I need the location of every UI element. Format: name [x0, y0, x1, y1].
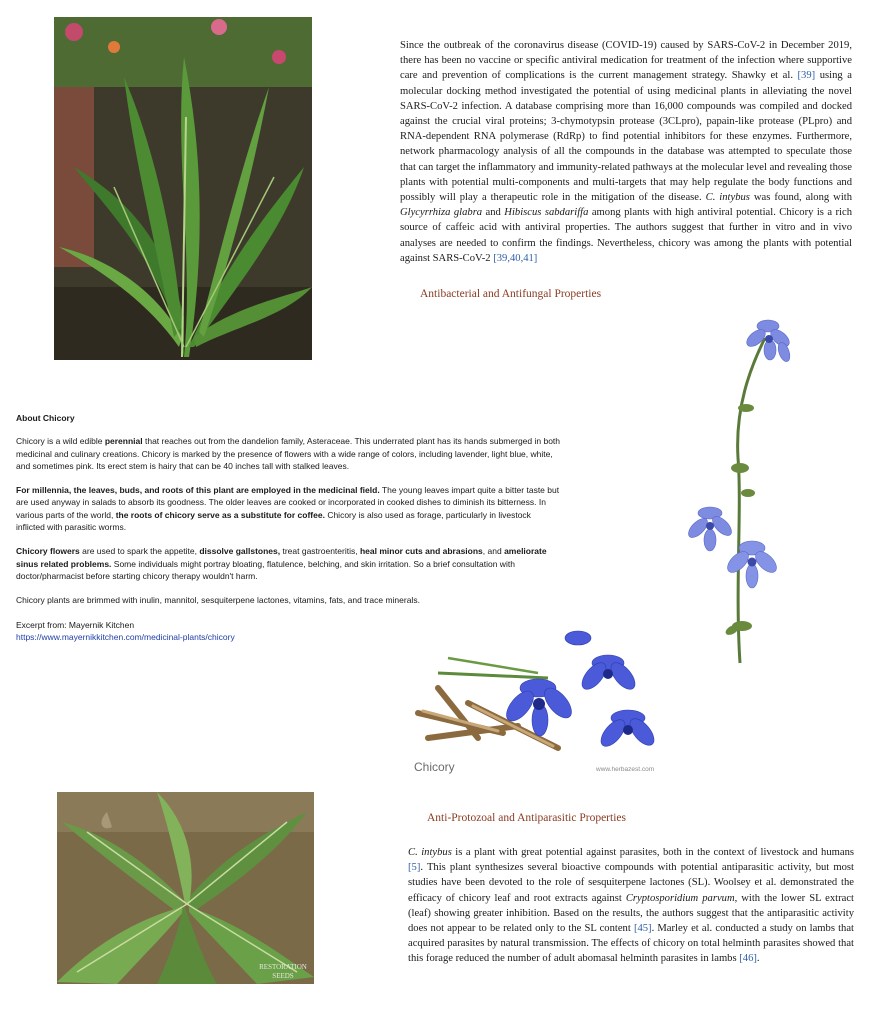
about-chicory-section — [16, 412, 561, 643]
species-name: Glycyrrhiza glabra — [400, 207, 483, 219]
text: The young leaves impart quite a bitter taste but are used anyway in salads to absorb its goodness. The older leaves are cooked or incorporated in cooked dishes to diminish its bitterness. In various parts of the world, — [16, 485, 560, 520]
antiparasitic-paragraph — [408, 845, 854, 967]
chicory-plant-photo — [54, 17, 312, 360]
bold-text: dissolve gallstones, — [199, 546, 281, 557]
photo-watermark — [253, 963, 313, 981]
source-link[interactable]: https://www.mayernikkitchen.com/medicinal-plants/chicory — [16, 631, 235, 642]
paragraph-text: and — [482, 207, 505, 219]
chicory-rosette-photo — [57, 792, 314, 984]
citation-link[interactable]: [39] — [797, 70, 816, 82]
text: , and — [482, 546, 505, 557]
text: Chicory is also used as forage, particularly in livestock inflicted with parasitic worms. — [16, 509, 531, 533]
chicory-flower-stem-image — [680, 308, 800, 668]
paragraph-text: using a molecular docking method investigated the potential of using medicinal plants in alleviating the novel SARS-CoV-2 infection. A database comprising more than 16,000 compounds was compiled and docked against the crucial viral proteins; 3-chymotypsin protease (3CLpro), papain-like protease (PLpro) and RNA-dependent RNA polymerase (RdRp) to find potential inhibitors for these enzymes. Furthermore, network pharmacology analysis of all the compounds in the database was attempted to speculate those that can target the inflammatory and immunity-related pathways at the molecular level and revealing those plants with potential multi-components and multi-targets that may help regulate the body functions and possibly will play a therapeutic role in the mitigation of the disease. — [400, 70, 852, 204]
bold-text: Chicory flowers — [16, 546, 80, 557]
text: that reaches out from the dandelion family, Asteraceae. This underrated plant has its hands submerged in both medicinal and culinary creations. Chicory is marked by the presence of flowers with a wide range of colors, including lavender, light blue, white, and sometimes pink. Its erect stem is hairy that can be 40 inches tall with stalked leaves. — [16, 436, 561, 471]
antibacterial-heading: Antibacterial and Antifungal Properties — [420, 288, 602, 300]
covid-antiviral-paragraph — [400, 38, 852, 266]
citation-link[interactable]: [5] — [408, 862, 421, 874]
citation-link[interactable]: [45] — [633, 923, 652, 935]
chicory-plant-image — [54, 17, 312, 360]
species-name: Cryptosporidium parvum — [625, 892, 735, 904]
about-title: About Chicory — [16, 413, 75, 423]
about-paragraph-3 — [16, 545, 561, 582]
chicory-root-flowers-image — [408, 618, 666, 778]
paragraph-text: , with the lower SL extract (leaf) showing greater inhibition. Based on the results, the authors suggest that the antiparasitic activity does not appear to be related only to the SL content — [408, 892, 854, 935]
species-name: C. intybus — [705, 192, 750, 204]
species-name: Hibiscus sabdariffa — [504, 207, 589, 219]
paragraph-text: . — [756, 953, 760, 965]
about-paragraph-1 — [16, 435, 561, 472]
antiprotozoal-heading: Anti-Protozoal and Antiparasitic Properties — [427, 812, 626, 824]
paragraph-text: . Marley et al. conducted a study on lambs that acquired parasites by natural transmission. The effects of chicory on total helminth parasites showed that this forage reduced the number of adult abomasal helminth parasites in lambs — [408, 923, 854, 965]
citation-link[interactable]: [39,40,41] — [493, 252, 538, 264]
watermark-line: RESTORATION — [259, 963, 307, 971]
paragraph-text: . This plant synthesizes several bioactive compounds with potential antiparasitic activity, but most studies have been devoted to the role of sesquiterpene lactones (SL). Woolsey et al. demonstrated the efficacy of chicory leaf and root extracts against — [408, 862, 854, 904]
bold-text: ameliorate sinus related problems. — [16, 546, 547, 569]
citation-link[interactable]: [46] — [739, 953, 757, 965]
chicory-image-label: Chicory — [414, 760, 455, 774]
paragraph-text: was found, along with — [749, 192, 853, 204]
bold-text: heal minor cuts and abrasions — [359, 546, 483, 557]
excerpt-label: Excerpt from: Mayernik Kitchen — [16, 619, 135, 630]
paragraph-text: Since the outbreak of the coronavirus disease (COVID-19) caused by SARS-CoV-2 in December 2019, there has been no vaccine or specific antiviral medication for treatment of the infection where supportive care and prevention of complications is the current management strategy. Shawky et al. — [400, 40, 852, 82]
about-paragraph-2 — [16, 484, 561, 533]
bold-text: perennial — [104, 436, 143, 447]
image-credit: www.herbazest.com — [596, 766, 655, 773]
text: Chicory is a wild edible — [16, 436, 105, 447]
bold-text: For millennia, the leaves, buds, and roots of this plant are employed in the medicinal field. — [16, 485, 380, 496]
about-paragraph-4: Chicory plants are brimmed with inulin, mannitol, sesquiterpene lactones, vitamins, fats, and trace minerals. — [16, 595, 420, 606]
paragraph-text: is a plant with great potential against parasites, both in the context of livestock and humans — [451, 847, 854, 858]
paragraph-text: among plants with high antiviral potential. Chicory is a rich source of caffeic acid with antiviral properties. The authors suggest that further in vitro and in vivo analyses are needed to confirm the findings. Nevertheless, chicory was among the plants with potential against SARS-CoV-2 — [400, 207, 852, 264]
bold-text: the roots of chicory serve as a substitute for coffee. — [115, 509, 325, 520]
text: are used to spark the appetite, — [79, 546, 200, 557]
species-name: C. intybus — [408, 847, 452, 858]
watermark-line: SEEDS — [272, 972, 294, 980]
text: Some individuals might portray bloating, flatulence, belching, and skin irritation. So a brief consultation with doctor/pharmacist before starting chicory therapy wouldn't harm. — [16, 558, 515, 581]
text: treat gastroenteritis, — [280, 546, 360, 557]
